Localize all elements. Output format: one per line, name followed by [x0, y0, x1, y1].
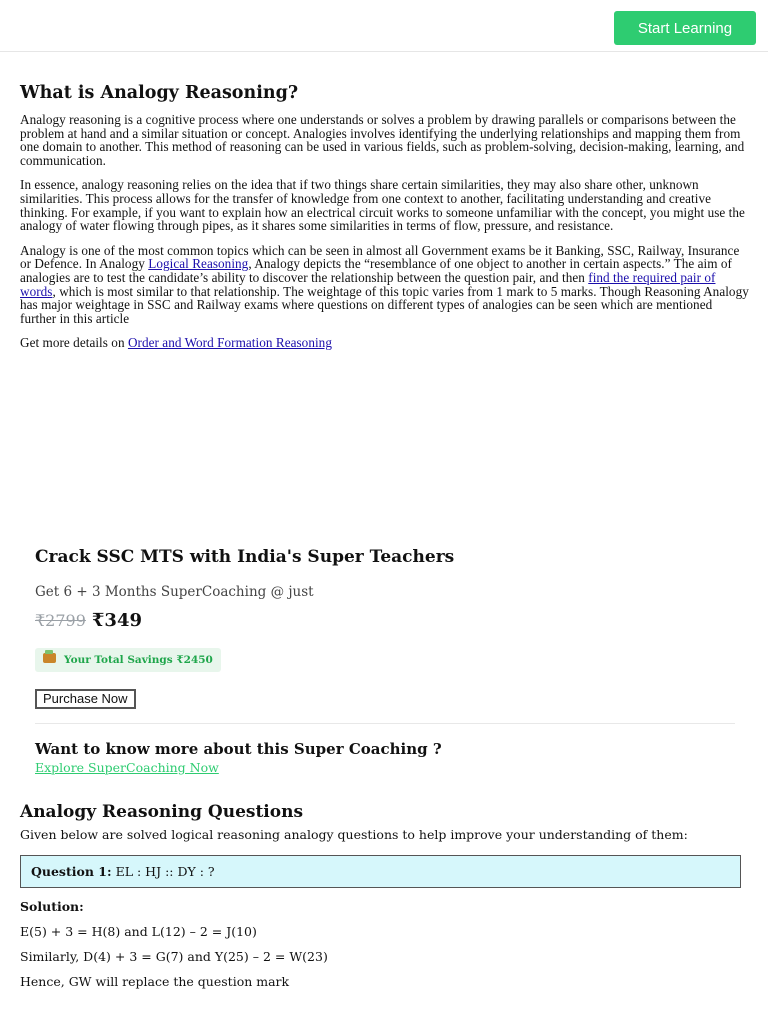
price-row	[35, 610, 735, 638]
more-details-line	[20, 336, 750, 350]
solution-line-2: Similarly, D(4) + 3 = G(7) and Y(25) – 2 = W(23)	[20, 949, 328, 964]
questions-section	[20, 800, 750, 994]
order-word-formation-link[interactable]: Order and Word Formation Reasoning	[127, 335, 332, 351]
divider	[35, 723, 735, 724]
discounted-price: ₹349	[91, 610, 143, 631]
wallet-icon	[43, 653, 56, 663]
question-label: Question 1:	[31, 864, 112, 879]
savings-text: Your Total Savings ₹2450	[64, 654, 213, 666]
savings-badge	[35, 648, 221, 672]
explore-supercoaching-link[interactable]: Explore SuperCoaching Now	[35, 760, 219, 775]
find-pair-of-words-link[interactable]: find the required pair of words	[20, 269, 716, 299]
article-paragraph-3	[20, 244, 750, 326]
question-1-box	[20, 855, 741, 888]
question-text: EL : HJ :: DY : ?	[115, 864, 215, 879]
more-about-coaching-heading: Want to know more about this Super Coaching ?	[35, 740, 442, 758]
questions-heading: Analogy Reasoning Questions	[20, 802, 304, 822]
more-details-text: Get more details on	[20, 335, 128, 351]
supercoaching-promo	[35, 543, 735, 776]
promo-subtitle: Get 6 + 3 Months SuperCoaching @ just	[35, 584, 314, 600]
paragraph-text: , Analogy depicts the “resemblance of one object to another in certain aspects.” The aim of analogies are to test the candidate’s ability to discover the relationship between the question pair, and then	[20, 256, 732, 285]
questions-intro: Given below are solved logical reasoning analogy questions to help improve your understanding of them:	[20, 827, 688, 842]
article-section	[20, 82, 750, 361]
article-paragraph-2: In essence, analogy reasoning relies on the idea that if two things share certain similarities, they may also share other, unknown similarities. This process allows for the transfer of knowledge from one context to another, facilitating understanding and creative thinking. For example, if you want to explain how an electrical circuit works to someone unfamiliar with the concept, you might use the analogy of water flowing through pipes, as it shares some similarities in terms of flow, pressure, and resistance.	[20, 177, 745, 234]
paragraph-text: Analogy is one of the most common topics which can be seen in almost all Government exams be it Banking, SSC, Railway, Insurance or Defence. In Analogy	[20, 242, 740, 272]
start-learning-button[interactable]: Start Learning	[614, 11, 756, 45]
article-paragraph-1: Analogy reasoning is a cognitive process where one understands or solves a problem by drawing parallels or comparisons between the problem at hand and a similar situation or concept. Analogies involves identifying the underlying relationships and mapping them from one domain to another. This method of reasoning can be used in various fields, such as problem-solving, decision-making, learning, and communication.	[20, 112, 745, 168]
solution-line-3: Hence, GW will replace the question mark	[20, 974, 290, 989]
solution-line-1: E(5) + 3 = H(8) and L(12) – 2 = J(10)	[20, 924, 257, 939]
logical-reasoning-link[interactable]: Logical Reasoning	[148, 256, 249, 272]
solution-label: Solution:	[20, 899, 84, 914]
promo-title: Crack SSC MTS with India's Super Teachers	[35, 547, 455, 567]
paragraph-text: , which is most similar to that relationship. The weightage of this topic varies from 1 mark to 5 marks. Though Reasoning Analogy has major weightage in SSC and Railway exams where questions on different types of analogies can be seen which are mentioned further in this article	[20, 283, 749, 326]
purchase-now-button[interactable]: Purchase Now	[35, 689, 136, 709]
top-bar	[0, 0, 768, 52]
page-title: What is Analogy Reasoning?	[20, 83, 299, 103]
original-price: ₹2799	[35, 611, 86, 630]
